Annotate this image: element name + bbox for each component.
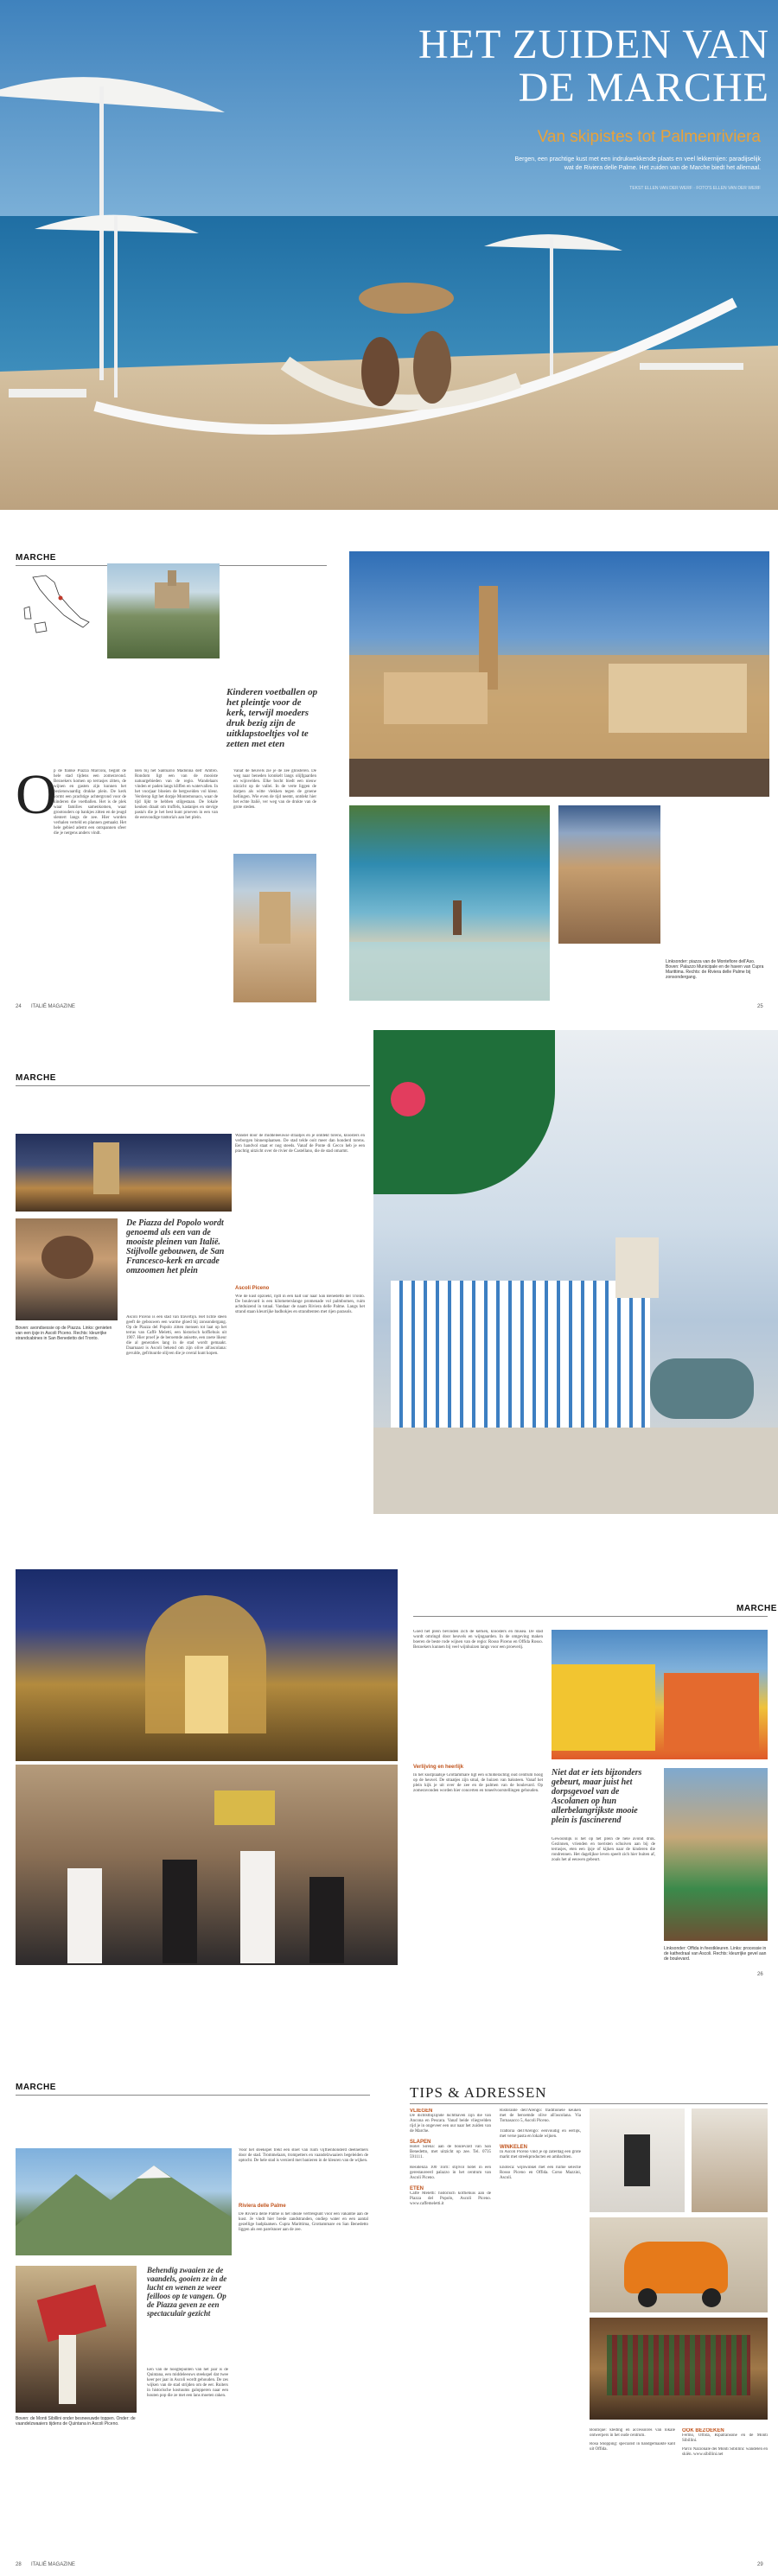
page-number-right: 26 — [757, 1972, 763, 1977]
tips-rule — [410, 2103, 768, 2104]
pull-quote: Kinderen voetballen op het pleintje voor de kerk, terwijl moeders druk bezig zijn de uitklapstoeltjes vol te zetten met eten — [226, 687, 318, 749]
hero-byline: TEKST ELLEN VAN DER WERF · FOTO'S ELLEN VAN DER WERF — [629, 186, 761, 191]
shop-interior-photo — [590, 2109, 685, 2212]
tips-head: WINKELEN — [500, 2145, 527, 2150]
town-square-photo — [349, 551, 769, 797]
hero-title-1: HET ZUIDEN VAN — [418, 22, 769, 67]
hero-intro: Bergen, een prachtige kust met een indrukwekkende plaats en veel lekkernijen: paradijselijk wat de Riviera delle Palme. Het zuiden van de Marche biedt het allemaal. — [514, 156, 761, 171]
body-col-2: Wandel door de middeleeuwse straatjes en je ontdekt torens, kloosters en verborgen binnenplaatsen. De stad telde ooit meer dan honderd torens. Een handvol staat er nog steeds. Vanaf de Ponte di Cecco heb je een prachtig uitzicht over de rivier de Castellano, die de stad omarmt. — [235, 1134, 365, 1154]
tips-text: De dichtstbijzijnde luchthaven zijn die van Ancona en Pescara. Vanaf beide vliegvelden rijd je in ongeveer een uur naar het zuiden van de Marche. — [410, 2114, 491, 2134]
photo-caption: Linksonder: piazza van de Montefiore dell'Aso. Boven: Palazzo Municipale en de haven van Cupra Marittima. Rechts: de Riviera delle Palme bij zonsondergang. — [666, 959, 764, 980]
page-number-right: 29 — [757, 2562, 763, 2567]
wine-shop-photo — [590, 2318, 768, 2420]
tips-text: Fermo, Offida, Ripatransone en de Monti Sibillini. — [682, 2433, 768, 2443]
flag-wavers-photo — [16, 2266, 137, 2413]
hero-subtitle: Van skipistes tot Palmenriviera — [537, 128, 761, 146]
procession-photo — [16, 1765, 398, 1965]
evening-square-photo — [16, 1134, 232, 1212]
italy-map-icon — [16, 570, 98, 644]
page-number-left: 28 — [16, 2562, 22, 2567]
hero-section — [0, 0, 778, 510]
magazine-name: ITALIË MAGAZINE — [31, 2562, 75, 2567]
hill-town-photo — [107, 563, 220, 658]
spread1 — [0, 510, 778, 1020]
tips-head: VLIEGEN — [410, 2109, 433, 2114]
body-col-3: Vanaf de heuvels zie je de zee glinsteren. De weg naar beneden kronkelt langs olijfgaarden en wijnvelden. Elke bocht biedt een nieuw uitzicht op de vallei. In de verte liggen de dorpen als witte vlekken tegen de groene hellingen. Wie even de tijd neemt, ontdekt hier het echte Italië, ver weg van de drukte van de grote steden. — [233, 769, 316, 810]
section-label: MARCHE — [737, 1604, 777, 1613]
photo-caption: Linksonder: Offida in feestkleuren. Links: processie in de kathedraal van Ascoli. Rechts: kleurrijke gevel aan de boulevard. — [664, 1946, 767, 1962]
spread4 — [0, 2083, 778, 2576]
section-label: MARCHE — [16, 2083, 56, 2092]
pull-quote: De Piazza del Popolo wordt genoemd als een van de mooiste pleinen van Italië. Stijlvolle gebouwen, de San Francesco-kerk en arcade omzoomen het plein — [126, 1218, 225, 1275]
subheading: Riviera delle Palme — [239, 2204, 286, 2209]
page-number-right: 25 — [757, 1004, 763, 1009]
mountains-photo — [16, 2148, 232, 2255]
tips-text: Caffè Meletti: historisch koffiehuis aan de Piazza del Popolo, Ascoli Piceno. www.caffemeletti.it — [410, 2191, 491, 2206]
body-col-2: In het kustplaatsje Grottammare ligt een schilderachtig oud centrum hoog op de heuvel. De straatjes zijn smal, de huizen van baksteen. Vanaf het plein kijk je uit over de zee en de palmen van de boulevard. Op zomeravonden worden hier concerten en toneelvoorstellingen gehouden. — [413, 1773, 543, 1793]
tips-text: Parco Nazionale dei Monti Sibillini: wandelen en skiën. www.sibillini.net — [682, 2447, 768, 2457]
cathedral-photo — [16, 1569, 398, 1761]
tips-col-3 — [590, 2428, 768, 2558]
section-label: MARCHE — [16, 553, 56, 563]
ice-cream-photo — [16, 1218, 118, 1320]
vintage-car-photo — [590, 2217, 768, 2312]
beach-boardwalk-photo — [349, 805, 550, 1001]
label-rule — [16, 2095, 370, 2096]
page-number-left: 24 — [16, 1004, 22, 1009]
boutique-photo — [692, 2109, 768, 2212]
body-col-1: Ascoli Piceno is een stad van travertijn. Het lichte steen geeft de gebouwen een warme gloed bij zonsondergang. Op de Piazza del Popolo zitten mensen tot laat op het terras van Caffè Meletti, een historisch koffiehuis uit 1907. Hier proef je de beroemde anisette, een zoete likeur die al generaties lang in de stad wordt gemaakt. Daarnaast is Ascoli bekend om zijn olive all'ascolana: gevulde, gefrituurde olijven die je overal kunt kopen. — [126, 1315, 226, 1356]
body-col-1: p de flanke Piazza Marconi, begint de hele stad tijdens een zomeravond. Bezoekers komen op terrasjes zitten, de wijnen en gasten zijn kunnen het bezienswaardig drukke plein. De kerk vormt een prachtige achtergrond voor de kinderen die voetballen. Het is de plek waar families samenkomen, waar grootouders op bankjes zitten en de jeugd slentert langs de zee. Hier worden verhalen verteld en plannen gemaakt. Het hele gebied ademt een ontspannen sfeer die je nergens anders vindt. — [54, 769, 126, 836]
tips-col-1 — [410, 2109, 491, 2558]
spread2 — [0, 1030, 778, 1547]
photo-caption: Boven: avondsessie op de Piazza. Links: genieten van een ijsje in Ascoli Piceno. Rechts: kleurrijke strandcabines in San Benedetto del Tronto. — [16, 1326, 112, 1341]
tips-text: Trattoria dell'Arengo: eenvoudig en eerlijk, met verse pasta en lokale wijnen. — [500, 2129, 581, 2139]
beach-cabins-photo — [373, 1030, 778, 1514]
body-col-3: Wie de kust opzoekt, rijdt in een half uur naar San Benedetto del Tronto. De boulevard is een kilometerslange promenade vol palmbomen, ruim achtduizend in totaal. Vandaar de naam Riviera delle Palme. Langs het strand staan kleurrijke badhokjes en strandtenten met rijen parasols. — [235, 1294, 365, 1314]
tips-head: ETEN — [410, 2186, 424, 2191]
tips-head: SLAPEN — [410, 2140, 431, 2145]
subheading: Ascoli Piceno — [235, 1286, 270, 1291]
body-col-1: Goed het plein bevinden zich de kerken, kloosters en musea. De stad wordt omringd door heuvels en wijngaarden. In de omgeving maken boeren de beste rode wijnen van de regio: Rosso Piceno en Offida Rosso. Bezoekers kunnen bij veel wijnhuizen langs voor een proeverij. — [413, 1630, 543, 1650]
body-col-3: Gewoonlijk is het op het plein de hele avond druk. Gezinnen, vrienden en toeristen schuiven aan bij de terrasjes, eten een ijsje of kijken naar de kinderen die rondrennen. Het dagelijkse leven speelt zich hier buiten af, zoals het al eeuwen gebeurt. — [552, 1837, 655, 1862]
tips-text: Residenza 100 Torri: stijlvol hotel in een gerestaureerd palazzo in het centrum van Ascoli Piceno. — [410, 2166, 491, 2180]
church-photo — [233, 854, 316, 1002]
offida-photo — [664, 1768, 768, 1941]
label-rule — [16, 1085, 370, 1086]
magazine-name: ITALIË MAGAZINE — [31, 1004, 75, 1009]
spread3 — [0, 1561, 778, 2081]
street-photo — [558, 805, 660, 944]
tips-text: Ristorante dell'Arengo: traditionele keuken met de beroemde olive all'ascolana. Via Tornasacco 5, Ascoli Piceno. — [500, 2109, 581, 2123]
tips-title: TIPS & ADRESSEN — [410, 2084, 547, 2101]
tips-text: Rosa Shopping: specialist in handgemaakte kant uit Offida. — [590, 2442, 675, 2452]
section-label: MARCHE — [16, 1073, 56, 1083]
pull-quote: Niet dat er iets bijzonders gebeurt, maar juist het dorpsgevoel van de Ascolanen op hun allerbelangrijkste mooie plein is fascinerend — [552, 1768, 642, 1825]
tips-text: Hotel Sirena: aan de boulevard van San Benedetto, met uitzicht op zee. Tel. 0735 591111. — [410, 2145, 491, 2159]
subheading: Verlijving en heerlijk — [413, 1765, 464, 1770]
tips-head: OOK BEZOEKEN — [682, 2428, 724, 2433]
colorful-building-photo — [552, 1630, 768, 1759]
tips-text: Enoteca: wijnwinkel met een ruime selectie Rosso Piceno en Offida. Corso Mazzini, Ascoli. — [500, 2166, 581, 2180]
tips-text: In Ascoli Piceno vind je op zaterdag een grote markt met streekproducten en ambachten. — [500, 2150, 581, 2159]
photo-caption: Boven: de Monti Sibillini onder besneeuwde toppen. Onder: de vaandelzwaaiers tijdens de Quintana in Ascoli Piceno. — [16, 2416, 136, 2427]
pull-quote: Behendig zwaaien ze de vaandels, gooien ze in de lucht en wenen ze weer feilloos op te vangen. Op de Piazza geven ze een spectaculair gezicht — [147, 2266, 227, 2318]
body-col-2: Ben bij het Santuario Madonna dell' Ambro. Rondom ligt een van de mooiste natuurgebieden van de regio. Wandelaars vinden er paden langs kliffen en watervallen. In het voorjaar bloeien de bergweiden vol kleur. Verderop ligt het dorpje Montemonaco, waar de tijd lijkt te hebben stilgestaan. De lokale keuken draait om truffels, kastanjes en stevige pasta's die je het best kunt proeven in een van de eenvoudige trattoria's aan het plein. — [135, 769, 218, 820]
hero-title-2: DE MARCHE — [518, 65, 769, 111]
tips-text: Boutique: kleding en accessoires van lokale ontwerpers in het oude centrum. — [590, 2428, 675, 2438]
label-rule — [413, 1616, 768, 1617]
dropcap: O — [16, 763, 57, 826]
body-col-3: De Riviera delle Palme is het ideale vertrekpunt voor een vakantie aan de kust. Je vindt hier brede zandstranden, ondiep water en een aantal gezellige badplaatsen. Cupra Marittima, Grottammare en San Benedetto liggen als een parelsnoer aan de zee. — [239, 2212, 368, 2232]
body-col-1: Een van de hoogtepunten van het jaar is de Quintana, een middeleeuws steekspel dat twee keer per jaar in Ascoli wordt gehouden. De zes wijken van de stad strijden om de eer. Ruiters in historische kostuums galopperen naar een houten pop die ze met een lans moeten raken. — [147, 2368, 228, 2398]
body-col-2: Voor het steekspel trekt een stoet van ruim vijftienhonderd deelnemers door de stad. Trommelaars, trompetters en vaandelzwaaiers begeleiden de optocht. De hele stad is versierd met banieren in de kleuren van de wijken. — [239, 2148, 368, 2163]
tips-col-2 — [500, 2109, 581, 2558]
